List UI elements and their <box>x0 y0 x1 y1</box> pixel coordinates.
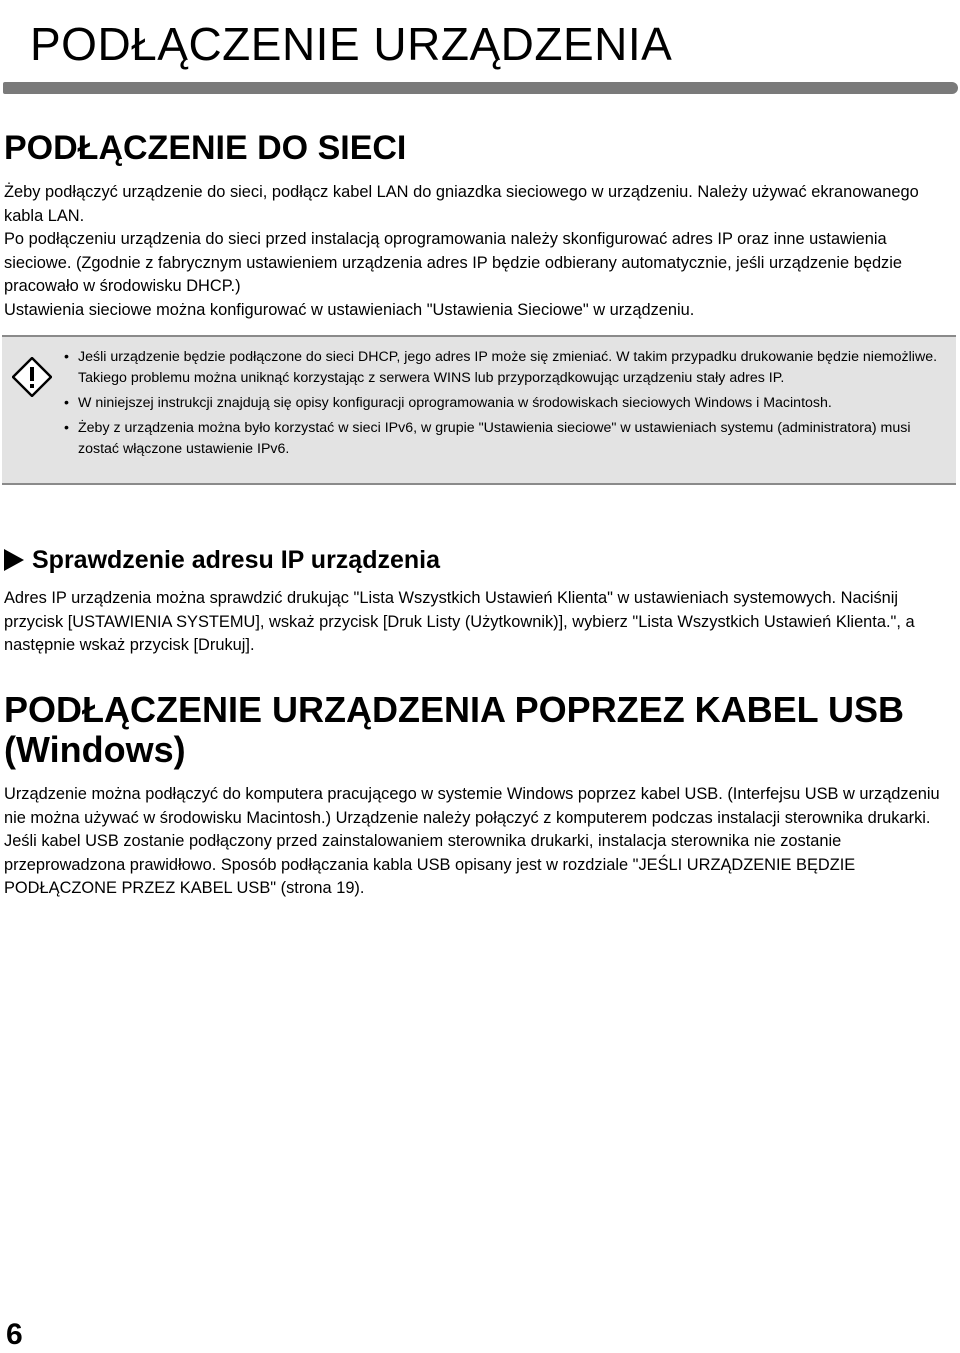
note-list <box>64 347 952 464</box>
page-number: 6 <box>6 1318 23 1351</box>
page-title: PODŁĄCZENIE URZĄDZENIA <box>30 18 673 70</box>
network-paragraph-3: Ustawienia sieciowe można konfigurować w ustawieniach "Ustawienia Sieciowe" w urządzeniu. <box>4 301 695 319</box>
ip-check-text: Adres IP urządzenia można sprawdzić drukując "Lista Wszystkich Ustawień Klienta" w ustawieniach systemowych. Naciśnij przycisk [USTAWIENIA SYSTEMU], wskaż przycisk [Druk Listy (Użytkownik)], wybierz "Lista Wszystkich Ustawień Klienta.", a następnie wskaż przycisk [Drukuj]. <box>4 589 915 654</box>
note-item <box>64 347 952 389</box>
note-item-text: Żeby z urządzenia można było korzystać w sieci IPv6, w grupie "Ustawienia sieciowe" w ustawieniach systemu (administratora) musi zostać włączone ustawienie IPv6. <box>78 420 911 457</box>
ip-check-heading-text: Sprawdzenie adresu IP urządzenia <box>32 546 441 574</box>
bullet: • <box>64 395 69 411</box>
ip-check-heading <box>4 542 440 578</box>
note-item <box>64 393 952 414</box>
warning-icon <box>12 357 52 397</box>
bullet: • <box>64 420 69 436</box>
network-paragraph-2: Po podłączeniu urządzenia do sieci przed instalacją oprogramowania należy skonfigurować adres IP oraz inne ustawienia sieciowe. (Zgodnie z fabrycznym ustawieniem urządzenia adres IP będzie odbierany automatycznie, jeśli urządzenie będzie pracowało w środowisku DHCP.) <box>4 230 903 295</box>
note-item-text: W niniejszej instrukcji znajdują się opisy konfiguracji oprogramowania w środowiskach sieciowych Windows i Macintosh. <box>78 395 832 411</box>
network-section-heading: PODŁĄCZENIE DO SIECI <box>4 129 407 167</box>
usb-section-heading: PODŁĄCZENIE URZĄDZENIA POPRZEZ KABEL USB (Windows) <box>4 689 905 770</box>
note-box <box>2 335 956 485</box>
usb-section-text: Urządzenie można podłączyć do komputera pracującego w systemie Windows poprzez kabel USB. (Interfejsu USB w urządzeniu nie można używać w środowisku Macintosh.) Urządzenie należy połączyć z komputerem podczas instalacji sterownika drukarki. Jeśli kabel USB zostanie podłączony przed zainstalowaniem sterownika drukarki, instalacja sterownika nie zostanie przeprowadzona prawidłowo. Sposób podłączania kabla USB opisany jest w rozdziale "JEŚLI URZĄDZENIE BĘDZIE PODŁĄCZONE PRZEZ KABEL USB" (strona 19). <box>4 785 940 897</box>
network-paragraph-1: Żeby podłączyć urządzenie do sieci, podłącz kabel LAN do gniazdka sieciowego w urządzeniu. Należy używać ekranowanego kabla LAN. <box>4 183 919 225</box>
note-item-text: Jeśli urządzenie będzie podłączone do sieci DHCP, jego adres IP może się zmieniać. W takim przypadku drukowanie będzie niemożliwe. Takiego problemu można uniknąć korzystając z serwera WINS lub przyporządkowując urządzeniu stały adres IP. <box>78 349 938 386</box>
title-rule <box>3 82 958 94</box>
bullet: • <box>64 349 69 365</box>
triangle-right-icon <box>4 549 24 571</box>
note-item <box>64 418 952 460</box>
